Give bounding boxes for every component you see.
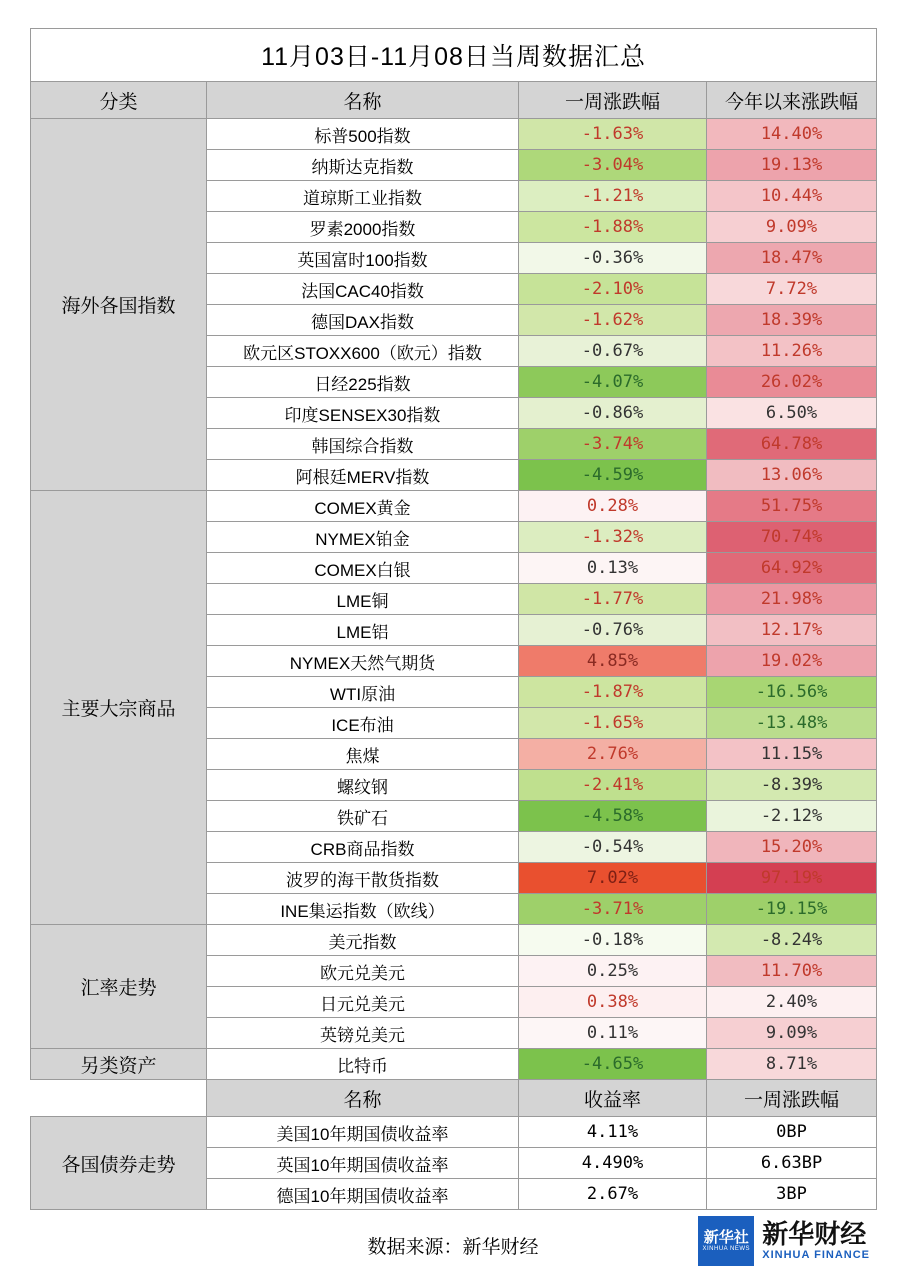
ytd-change-cell: -2.12% (707, 801, 877, 832)
ytd-change-cell: 51.75% (707, 491, 877, 522)
instrument-name: INE集运指数（欧线） (207, 894, 519, 925)
ytd-change-cell: 12.17% (707, 615, 877, 646)
instrument-name: 法国CAC40指数 (207, 274, 519, 305)
ytd-change-cell: 97.19% (707, 863, 877, 894)
bond-header-name: 名称 (207, 1080, 519, 1117)
yield-cell: 4.11% (519, 1117, 707, 1148)
instrument-name: 英国富时100指数 (207, 243, 519, 274)
instrument-name: 德国10年期国债收益率 (207, 1179, 519, 1210)
week-change-cell: 4.85% (519, 646, 707, 677)
xinhua-finance-logo (698, 1216, 870, 1266)
instrument-name: 印度SENSEX30指数 (207, 398, 519, 429)
ytd-change-cell: -19.15% (707, 894, 877, 925)
bond-header-row (31, 1080, 877, 1117)
week-change-cell: 2.76% (519, 739, 707, 770)
instrument-name: CRB商品指数 (207, 832, 519, 863)
week-change-cell: 0BP (707, 1117, 877, 1148)
badge-en-text: XINHUA NEWS (702, 1245, 751, 1252)
title-row (31, 29, 877, 82)
week-change-cell: -1.62% (519, 305, 707, 336)
instrument-name: COMEX白银 (207, 553, 519, 584)
ytd-change-cell: 14.40% (707, 119, 877, 150)
ytd-change-cell: 19.02% (707, 646, 877, 677)
instrument-name: COMEX黄金 (207, 491, 519, 522)
ytd-change-cell: 19.13% (707, 150, 877, 181)
table-row (31, 1117, 877, 1148)
ytd-change-cell: -13.48% (707, 708, 877, 739)
category-cell: 各国债券走势 (31, 1117, 207, 1210)
week-change-cell: 0.25% (519, 956, 707, 987)
ytd-change-cell: 11.70% (707, 956, 877, 987)
bond-header-week-change: 一周涨跌幅 (707, 1080, 877, 1117)
ytd-change-cell: 11.15% (707, 739, 877, 770)
instrument-name: 日经225指数 (207, 367, 519, 398)
ytd-change-cell: 9.09% (707, 212, 877, 243)
week-change-cell: -0.67% (519, 336, 707, 367)
instrument-name: 比特币 (207, 1049, 519, 1080)
data-source-text: 数据来源：新华财经 (367, 1236, 539, 1258)
page-title: 11月03日-11月08日当周数据汇总 (31, 29, 877, 82)
week-change-cell: -0.76% (519, 615, 707, 646)
table-footer (30, 1210, 876, 1280)
ytd-change-cell: 64.78% (707, 429, 877, 460)
week-change-cell: 3BP (707, 1179, 877, 1210)
week-change-cell: -0.54% (519, 832, 707, 863)
instrument-name: 美元指数 (207, 925, 519, 956)
ytd-change-cell: 10.44% (707, 181, 877, 212)
ytd-change-cell: 8.71% (707, 1049, 877, 1080)
table-row (31, 491, 877, 522)
week-change-cell: -4.65% (519, 1049, 707, 1080)
ytd-change-cell: 13.06% (707, 460, 877, 491)
week-change-cell: -0.18% (519, 925, 707, 956)
ytd-change-cell: 21.98% (707, 584, 877, 615)
category-cell: 主要大宗商品 (31, 491, 207, 925)
instrument-name: 英国10年期国债收益率 (207, 1148, 519, 1179)
table-row (31, 1049, 877, 1080)
header-week-change: 一周涨跌幅 (519, 82, 707, 119)
week-change-cell: 0.38% (519, 987, 707, 1018)
logo-cn-text: 新华财经 (762, 1219, 867, 1250)
instrument-name: LME铜 (207, 584, 519, 615)
week-change-cell: -1.88% (519, 212, 707, 243)
instrument-name: 道琼斯工业指数 (207, 181, 519, 212)
week-change-cell: -1.77% (519, 584, 707, 615)
instrument-name: 德国DAX指数 (207, 305, 519, 336)
ytd-change-cell: 26.02% (707, 367, 877, 398)
ytd-change-cell: -16.56% (707, 677, 877, 708)
instrument-name: 欧元区STOXX600（欧元）指数 (207, 336, 519, 367)
week-change-cell: 0.28% (519, 491, 707, 522)
week-change-cell: 7.02% (519, 863, 707, 894)
week-change-cell: -1.87% (519, 677, 707, 708)
header-category: 分类 (31, 82, 207, 119)
category-cell: 海外各国指数 (31, 119, 207, 491)
header-ytd-change: 今年以来涨跌幅 (707, 82, 877, 119)
logo-wordmark (762, 1221, 870, 1262)
week-change-cell: -3.04% (519, 150, 707, 181)
xinhua-news-badge-icon (698, 1216, 754, 1266)
instrument-name: 阿根廷MERV指数 (207, 460, 519, 491)
instrument-name: 纳斯达克指数 (207, 150, 519, 181)
instrument-name: 标普500指数 (207, 119, 519, 150)
bond-header-spacer (31, 1080, 207, 1117)
instrument-name: NYMEX天然气期货 (207, 646, 519, 677)
instrument-name: 罗素2000指数 (207, 212, 519, 243)
ytd-change-cell: -8.39% (707, 770, 877, 801)
week-change-cell: -1.63% (519, 119, 707, 150)
week-change-cell: -2.41% (519, 770, 707, 801)
instrument-name: 螺纹钢 (207, 770, 519, 801)
ytd-change-cell: 18.47% (707, 243, 877, 274)
category-cell: 另类资产 (31, 1049, 207, 1080)
week-change-cell: -4.58% (519, 801, 707, 832)
week-change-cell: -3.71% (519, 894, 707, 925)
instrument-name: 美国10年期国债收益率 (207, 1117, 519, 1148)
ytd-change-cell: 15.20% (707, 832, 877, 863)
ytd-change-cell: 6.50% (707, 398, 877, 429)
week-change-cell: -1.32% (519, 522, 707, 553)
week-change-cell: -4.07% (519, 367, 707, 398)
ytd-change-cell: 64.92% (707, 553, 877, 584)
ytd-change-cell: 2.40% (707, 987, 877, 1018)
week-change-cell: -0.86% (519, 398, 707, 429)
ytd-change-cell: 18.39% (707, 305, 877, 336)
instrument-name: WTI原油 (207, 677, 519, 708)
week-change-cell: -2.10% (519, 274, 707, 305)
ytd-change-cell: 70.74% (707, 522, 877, 553)
logo-en-text: XINHUA FINANCE (762, 1249, 870, 1262)
badge-cn-text: 新华社 (703, 1228, 749, 1246)
instrument-name: 日元兑美元 (207, 987, 519, 1018)
week-change-cell: -4.59% (519, 460, 707, 491)
table-row (31, 925, 877, 956)
instrument-name: 英镑兑美元 (207, 1018, 519, 1049)
week-change-cell: 6.63BP (707, 1148, 877, 1179)
ytd-change-cell: 11.26% (707, 336, 877, 367)
week-change-cell: 0.13% (519, 553, 707, 584)
ytd-change-cell: -8.24% (707, 925, 877, 956)
instrument-name: LME铝 (207, 615, 519, 646)
week-change-cell: 0.11% (519, 1018, 707, 1049)
instrument-name: 波罗的海干散货指数 (207, 863, 519, 894)
bond-header-yield: 收益率 (519, 1080, 707, 1117)
instrument-name: 焦煤 (207, 739, 519, 770)
category-cell: 汇率走势 (31, 925, 207, 1049)
week-change-cell: -3.74% (519, 429, 707, 460)
week-change-cell: -1.21% (519, 181, 707, 212)
week-change-cell: -0.36% (519, 243, 707, 274)
week-change-cell: -1.65% (519, 708, 707, 739)
ytd-change-cell: 9.09% (707, 1018, 877, 1049)
instrument-name: 韩国综合指数 (207, 429, 519, 460)
yield-cell: 2.67% (519, 1179, 707, 1210)
ytd-change-cell: 7.72% (707, 274, 877, 305)
header-name: 名称 (207, 82, 519, 119)
table-row (31, 119, 877, 150)
instrument-name: ICE布油 (207, 708, 519, 739)
header-row (31, 82, 877, 119)
instrument-name: 欧元兑美元 (207, 956, 519, 987)
instrument-name: NYMEX铂金 (207, 522, 519, 553)
weekly-data-table (30, 28, 877, 1210)
instrument-name: 铁矿石 (207, 801, 519, 832)
yield-cell: 4.490% (519, 1148, 707, 1179)
